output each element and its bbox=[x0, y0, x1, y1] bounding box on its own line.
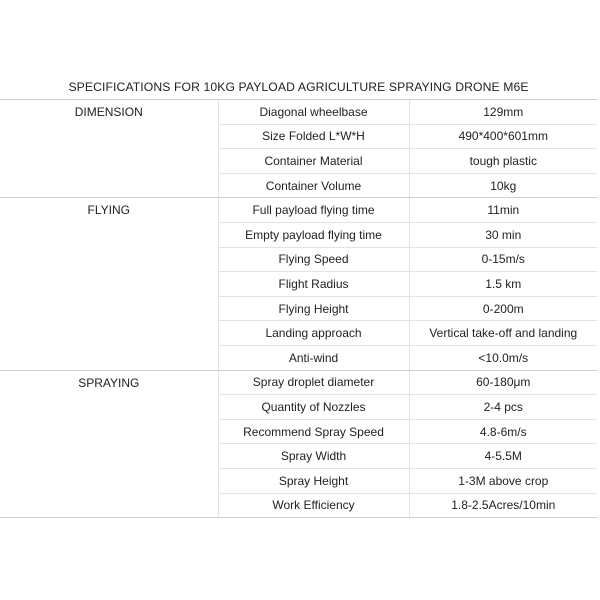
spec-value: 4-5.5M bbox=[409, 444, 597, 469]
spec-label: Spray Width bbox=[218, 444, 409, 469]
spec-value: 490*400*601mm bbox=[409, 124, 597, 149]
category-label: DIMENSION bbox=[0, 100, 218, 198]
spec-value: 30 min bbox=[409, 222, 597, 247]
spec-label: Flying Height bbox=[218, 296, 409, 321]
spec-value: 129mm bbox=[409, 100, 597, 125]
spec-label: Empty payload flying time bbox=[218, 222, 409, 247]
spec-value: 1.8-2.5Acres/10min bbox=[409, 493, 597, 518]
spec-label: Quantity of Nozzles bbox=[218, 395, 409, 420]
spec-label: Container Volume bbox=[218, 173, 409, 198]
spec-table bbox=[0, 75, 597, 518]
category-label: SPRAYING bbox=[0, 370, 218, 518]
spec-value: 60-180μm bbox=[409, 370, 597, 395]
spec-label: Diagonal wheelbase bbox=[218, 100, 409, 125]
table-title-row bbox=[0, 75, 597, 100]
spec-row bbox=[0, 370, 597, 395]
spec-row bbox=[0, 198, 597, 223]
spec-label: Landing approach bbox=[218, 321, 409, 346]
spec-value: 0-200m bbox=[409, 296, 597, 321]
spec-value: 2-4 pcs bbox=[409, 395, 597, 420]
spec-value: tough plastic bbox=[409, 149, 597, 174]
spec-value: 10kg bbox=[409, 173, 597, 198]
spec-label: Full payload flying time bbox=[218, 198, 409, 223]
spec-label: Size Folded L*W*H bbox=[218, 124, 409, 149]
spec-value: 1-3M above crop bbox=[409, 468, 597, 493]
spec-value: <10.0m/s bbox=[409, 345, 597, 370]
table-title: SPECIFICATIONS FOR 10KG PAYLOAD AGRICULTURE SPRAYING DRONE M6E bbox=[0, 75, 597, 100]
spec-label: Spray droplet diameter bbox=[218, 370, 409, 395]
spec-label: Flying Speed bbox=[218, 247, 409, 272]
spec-value: 0-15m/s bbox=[409, 247, 597, 272]
spec-label: Work Efficiency bbox=[218, 493, 409, 518]
spec-value: 11min bbox=[409, 198, 597, 223]
spec-label: Container Material bbox=[218, 149, 409, 174]
spec-value: 4.8-6m/s bbox=[409, 419, 597, 444]
spec-label: Flight Radius bbox=[218, 272, 409, 297]
spec-row bbox=[0, 100, 597, 125]
spec-label: Recommend Spray Speed bbox=[218, 419, 409, 444]
category-label: FLYING bbox=[0, 198, 218, 370]
spec-label: Anti-wind bbox=[218, 345, 409, 370]
spec-label: Spray Height bbox=[218, 468, 409, 493]
spec-value: Vertical take-off and landing bbox=[409, 321, 597, 346]
spec-value: 1.5 km bbox=[409, 272, 597, 297]
